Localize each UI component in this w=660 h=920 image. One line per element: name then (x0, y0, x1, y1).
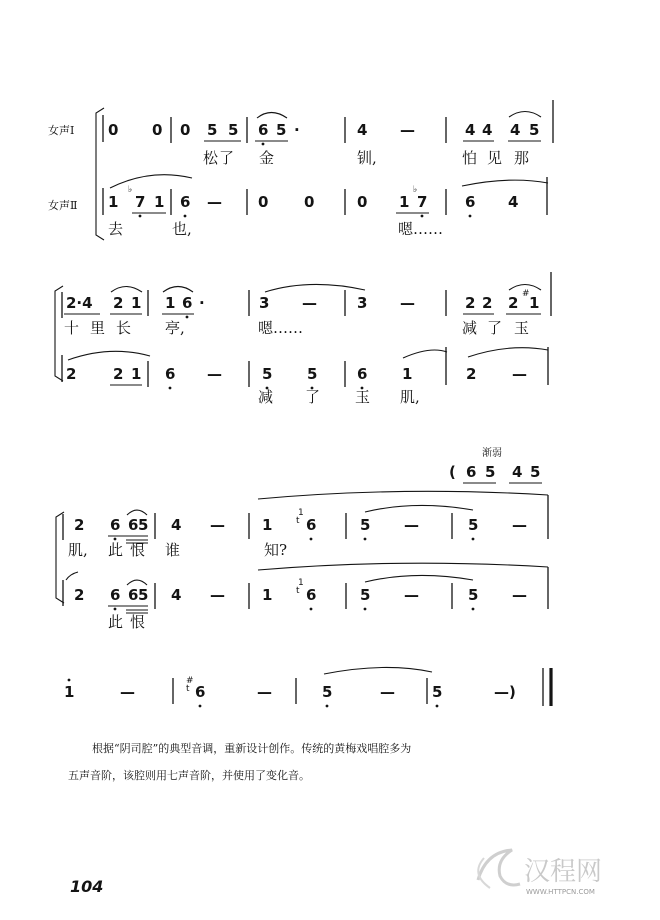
voice2-lyrics (108, 220, 443, 238)
tie (403, 350, 447, 358)
note: 5 (138, 516, 149, 534)
tie (468, 348, 548, 357)
svg-text:松: 松 (203, 149, 219, 167)
svg-text:减: 减 (258, 388, 274, 406)
note: 5 (228, 121, 239, 139)
svg-text:了: 了 (305, 388, 321, 406)
svg-text:1: 1 (298, 578, 304, 588)
note: 4 (357, 121, 368, 139)
svg-text:t: t (296, 586, 300, 596)
note: 1 (402, 365, 413, 383)
svg-text:钏,: 钏, (357, 149, 377, 167)
system-3 (56, 447, 548, 631)
note: — (207, 193, 222, 211)
svg-text:♭: ♭ (128, 185, 133, 195)
note: 0 (304, 193, 315, 211)
note: 0 (258, 193, 269, 211)
note: 4 (482, 121, 493, 139)
note: 5 (529, 121, 540, 139)
system-2 (55, 272, 551, 406)
svg-text:了: 了 (219, 149, 235, 167)
tie (265, 284, 365, 292)
note: — (210, 516, 225, 534)
note: 2 (113, 294, 124, 312)
note: 1 (529, 294, 540, 312)
note: 4 (510, 121, 521, 139)
svg-text:1: 1 (298, 508, 304, 518)
note: 5 (138, 586, 149, 604)
note: 6 (357, 365, 368, 383)
slur (257, 113, 287, 119)
note: 3 (357, 294, 368, 312)
watermark-url: WWW.HTTPCN.COM (526, 888, 595, 896)
note: 6 (165, 365, 176, 383)
svg-text:里: 里 (90, 319, 106, 337)
svg-text:嗯……: 嗯…… (398, 220, 444, 238)
slur (509, 112, 541, 118)
note: 5 (360, 586, 371, 604)
svg-text:此: 此 (108, 613, 124, 631)
note: 2·4 (66, 294, 93, 312)
note: 3 (259, 294, 270, 312)
slur (127, 580, 147, 585)
note: 1 (262, 516, 273, 534)
note: 0 (180, 121, 191, 139)
note: 1 (131, 294, 142, 312)
svg-text:见: 见 (487, 149, 503, 167)
svg-text:金: 金 (259, 149, 275, 167)
voice1-notes (64, 272, 551, 318)
note: 6 (182, 294, 193, 312)
page-number: 104 (70, 877, 104, 896)
svg-text:t: t (186, 684, 190, 694)
long-slur (258, 491, 548, 499)
note: 6 (465, 193, 476, 211)
tie (324, 667, 432, 674)
voice1-lyrics (203, 149, 529, 167)
note: 2 (74, 516, 85, 534)
note: — (380, 683, 395, 701)
svg-text:减: 减 (462, 319, 478, 337)
voice2-notes (66, 563, 548, 613)
logo-swirl-icon (478, 850, 520, 888)
svg-text:恨: 恨 (130, 541, 146, 559)
tie (110, 175, 192, 188)
note: 5 (262, 365, 273, 383)
note: 1 (64, 683, 75, 701)
svg-text:#: # (522, 289, 530, 299)
footnote-line-2: 五声音阶，该腔则用七声音阶，并使用了变化音。 (68, 769, 310, 782)
note: 6 (258, 121, 269, 139)
slur (127, 510, 147, 515)
watermark-text: 汉程网 (524, 857, 603, 887)
note: 0 (152, 121, 163, 139)
note: 0 (357, 193, 368, 211)
footnote (68, 741, 411, 782)
voice2-lyrics (108, 613, 145, 631)
note: 2 (482, 294, 493, 312)
svg-text:那: 那 (514, 149, 530, 167)
note: 2 (465, 294, 476, 312)
note: 6 (306, 586, 317, 604)
voice1-notes (108, 100, 553, 145)
note: 2 (508, 294, 519, 312)
part-label-voice1: 女声Ⅰ (48, 124, 75, 137)
note: 0 (108, 121, 119, 139)
svg-text:恨: 恨 (130, 613, 146, 631)
note: 4 (508, 193, 519, 211)
note: — (512, 586, 527, 604)
tie (365, 575, 473, 582)
svg-text:亭,: 亭, (165, 319, 185, 337)
note: 5 (276, 121, 287, 139)
note: 1 (262, 586, 273, 604)
svg-text:玉: 玉 (355, 388, 371, 406)
note: 7 (135, 193, 146, 211)
note: 2 (113, 365, 124, 383)
svg-text:6: 6 (466, 463, 477, 481)
voice1-notes (74, 491, 548, 543)
svg-text:怕: 怕 (462, 149, 478, 167)
note: 5 (322, 683, 333, 701)
svg-text:t: t (296, 516, 300, 526)
svg-text:也,: 也, (172, 220, 192, 238)
note: 5 (468, 516, 479, 534)
note: —) (494, 683, 516, 701)
voice2-notes (66, 347, 548, 389)
svg-text:(: ( (449, 463, 456, 481)
svg-text:去: 去 (108, 220, 124, 238)
system-4 (64, 667, 551, 707)
note: 5 (207, 121, 218, 139)
tie (365, 505, 473, 512)
long-slur (258, 563, 548, 570)
note: 5 (307, 365, 318, 383)
note: — (512, 365, 527, 383)
note: 6 (110, 586, 121, 604)
note: — (257, 683, 272, 701)
note: 5 (360, 516, 371, 534)
note: 6 (128, 516, 139, 534)
note: 2 (66, 365, 77, 383)
note: 2 (74, 586, 85, 604)
note: — (404, 586, 419, 604)
note: 5 (432, 683, 443, 701)
note: 1 (131, 365, 142, 383)
svg-text:肌,: 肌, (400, 388, 420, 406)
note: — (404, 516, 419, 534)
svg-text:肌,: 肌, (68, 541, 88, 559)
note: 6 (306, 516, 317, 534)
footnote-line-1: 根据“阴司腔”的典型音调，重新设计创作。传统的黄梅戏唱腔多为 (92, 742, 412, 755)
note: 6 (110, 516, 121, 534)
note: 6 (180, 193, 191, 211)
svg-text:十: 十 (64, 319, 80, 337)
note: 1 (399, 193, 410, 211)
svg-text:#: # (186, 676, 194, 686)
note: 6 (195, 683, 206, 701)
note: 4 (171, 516, 182, 534)
watermark (478, 850, 602, 896)
svg-text:长: 长 (116, 319, 132, 337)
note: 7 (417, 193, 428, 211)
note: 2 (466, 365, 477, 383)
svg-text:嗯……: 嗯…… (258, 319, 304, 337)
note: 4 (465, 121, 476, 139)
note: · (199, 294, 205, 312)
svg-text:谁: 谁 (165, 541, 181, 559)
svg-text:玉: 玉 (514, 319, 530, 337)
note: 6 (128, 586, 139, 604)
voice1-lyrics (64, 319, 529, 337)
note: — (120, 683, 135, 701)
svg-text:5: 5 (485, 463, 496, 481)
svg-text:5: 5 (530, 463, 541, 481)
note: 4 (171, 586, 182, 604)
svg-text:4: 4 (512, 463, 523, 481)
note: 1 (108, 193, 119, 211)
svg-text:了: 了 (487, 319, 503, 337)
note: — (400, 294, 415, 312)
voice1-lyrics (68, 541, 287, 559)
svg-text:此: 此 (108, 541, 124, 559)
svg-text:♭: ♭ (413, 185, 418, 195)
tempo-mark: 渐弱 (482, 448, 502, 459)
svg-text:知?: 知? (264, 541, 288, 559)
note: — (207, 365, 222, 383)
system-1 (48, 100, 553, 240)
slur (163, 287, 193, 293)
note: · (294, 121, 300, 139)
note: — (302, 294, 317, 312)
tie (68, 351, 150, 360)
voice2-lyrics (258, 388, 420, 406)
interlude-notes (449, 463, 542, 483)
note: — (512, 516, 527, 534)
note: — (400, 121, 415, 139)
part-label-voice2: 女声Ⅱ (48, 199, 78, 212)
voice2-notes (108, 175, 548, 218)
note: — (210, 586, 225, 604)
note: 5 (468, 586, 479, 604)
note: 1 (165, 294, 176, 312)
slur (111, 287, 142, 293)
note: 1 (154, 193, 165, 211)
